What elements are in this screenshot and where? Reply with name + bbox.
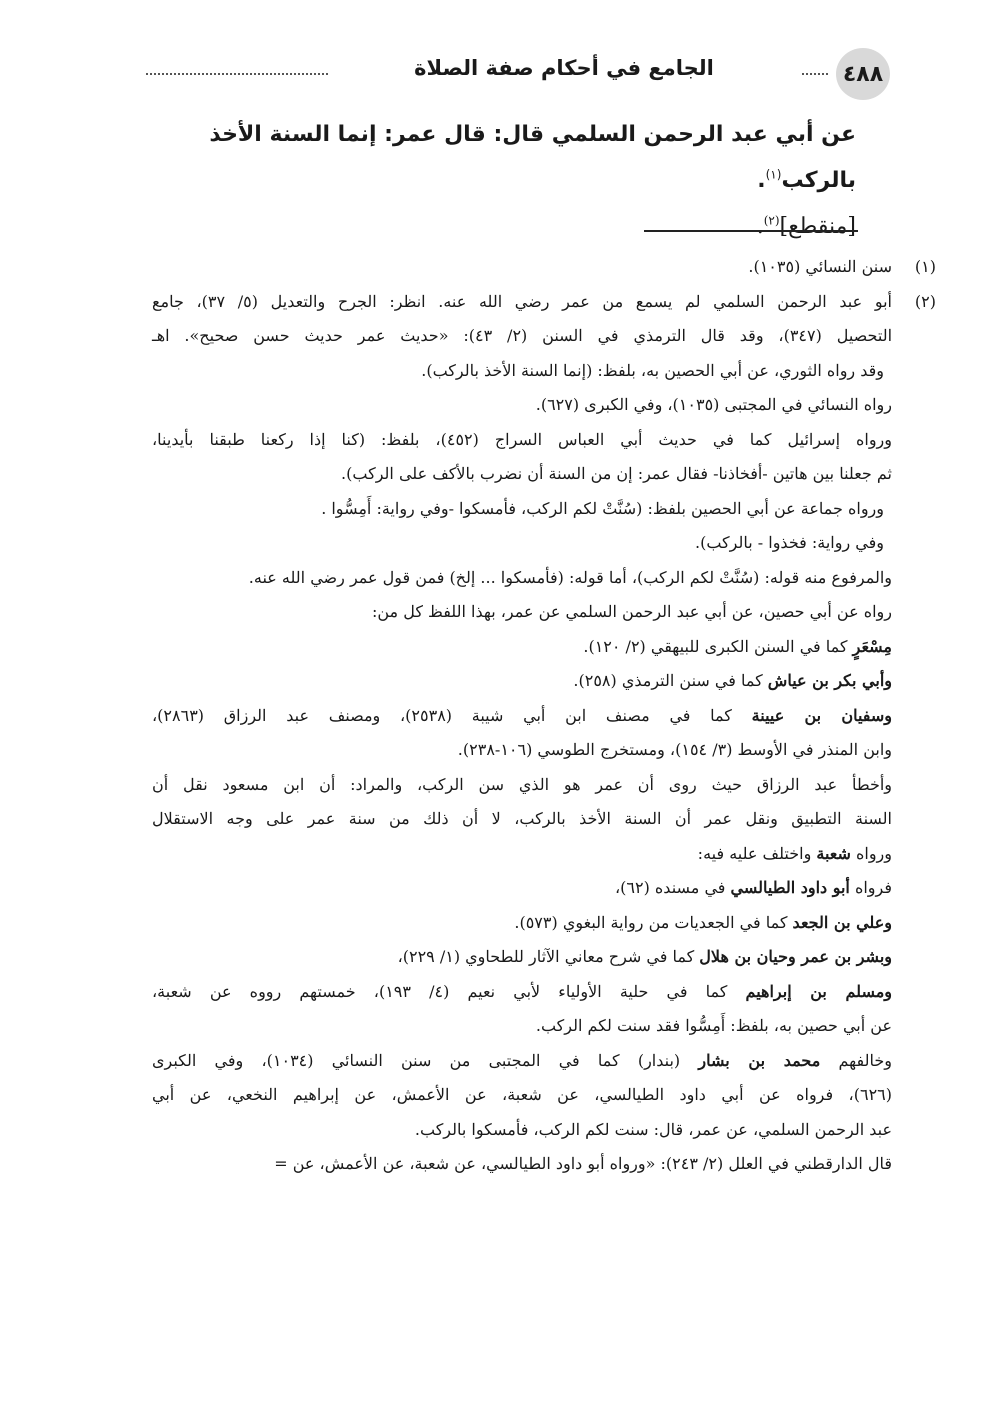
main-line-1-end: . [757, 168, 766, 193]
footnote-line [152, 630, 892, 665]
footnote-line [152, 1147, 892, 1182]
footnote-line [152, 354, 892, 389]
footnote-line [152, 906, 892, 941]
footnote-text: ثم جعلنا بين هاتين -أفخاذنا- فقال عمر: إن من السنة أن نضرب بالأكف على الركب). [341, 464, 892, 483]
narrator-name: مِسْعَرٍ [852, 636, 892, 656]
narrator-name: ومسلم بن إبراهيم [745, 981, 893, 1001]
footnote-text: كما في شرح معاني الآثار للطحاوي (١/ ٢٢٩)، [397, 947, 700, 966]
footnote-text: فرواه [849, 878, 892, 897]
header-dots-left [146, 73, 328, 75]
footnote-line [152, 837, 892, 872]
footnote-text: سنن النسائي (١٠٣٥). [748, 257, 892, 276]
footnote-line [152, 595, 892, 630]
footnote-text: واختلف عليه فيه: [697, 843, 817, 863]
footnote-text: عبد الرحمن السلمي، عن عمر، قال: سنت لكم الركب، فأمسكوا بالركب. [414, 1119, 892, 1139]
footnote-text: أبو عبد الرحمن السلمي لم يسمع من عمر رضي الله عنه. انظر: الجرح والتعديل (٥/ ٣٧)، جامع [152, 291, 893, 311]
narrator-name: شعبة [816, 843, 851, 863]
footnote-number: (٢) [914, 291, 936, 311]
footnote-text: كما في سنن الترمذي (٢٥٨). [573, 671, 768, 690]
footnote-line [152, 492, 892, 527]
main-line-2-end: . [756, 214, 764, 239]
footnote-line [152, 1078, 892, 1113]
footnote-line [152, 526, 892, 561]
footnote-separator [644, 230, 858, 232]
footnote-line [152, 423, 892, 458]
footnote-line [152, 1044, 892, 1079]
footnote-text: وفي رواية: فخذوا - بالركب). [694, 533, 884, 552]
footnote-text: التحصيل (٣٤٧)، وقد قال الترمذي في السنن (٢/ ٤٣): «حديث عمر حديث حسن صحيح». اهـ [152, 326, 893, 345]
footnote-line [152, 871, 892, 906]
footnote-text: (٦٢٦)، فرواه عن أبي داود الطيالسي، عن شعبة، عن الأعمش، عن إبراهيم النخعي، عن أبي [152, 1085, 892, 1104]
narrator-name: أبو داود الطيالسي [730, 878, 850, 897]
footnote-line [152, 699, 892, 734]
footnote-number: (١) [914, 257, 936, 276]
footnote-text: في مسنده (٦٢)، [614, 878, 731, 897]
footnote-text: كما في السنن الكبرى للبيهقي (٢/ ١٢٠). [583, 636, 853, 656]
narrator-name: وعلي بن الجعد [792, 912, 892, 932]
narrator-name: وأبي بكر بن عياش [767, 671, 892, 690]
footnote-text: كما في مصنف ابن أبي شيبة (٢٥٣٨)، ومصنف عبد الرزاق (٢٨٦٣)، [152, 705, 752, 725]
footnote-marker-1[interactable]: (١) [765, 167, 782, 182]
footnote-marker-2[interactable]: (٢) [763, 213, 780, 228]
footnote-line [152, 802, 892, 837]
footnote-line [152, 561, 892, 596]
footnote-line [152, 1009, 892, 1044]
page-number: ٤٨٨ [836, 48, 890, 100]
footnote-text: رواه عن أبي حصين، عن أبي عبد الرحمن السلمي عن عمر، بهذا اللفظ كل من: [371, 602, 892, 621]
footnote-text: كما في الجعديات من رواية البغوي (٥٧٣). [514, 912, 793, 932]
footnote-text: وأخطأ عبد الرزاق حيث روى أن عمر هو الذي سن الركب، والمراد: أن ابن مسعود نقل أن [152, 774, 892, 794]
main-line-2 [156, 204, 856, 250]
footnote-line [152, 285, 936, 320]
footnotes [152, 250, 936, 1182]
footnote-line [152, 733, 892, 768]
footnote-text: وقد رواه الثوري، عن أبي الحصين به، بلفظ: (إنما السنة الأخذ بالركب). [421, 360, 884, 380]
footnote-text: والمرفوع منه قوله: (سُنَّتْ لكم الركب)، أما قوله: (فأمسكوا ... إلخ) فمن قول عمر رضي الله عنه. [248, 567, 892, 587]
footnote-line [152, 940, 892, 975]
footnote-text: وابن المنذر في الأوسط (٣/ ١٥٤)، ومستخرج الطوسي (١٠٦-٢٣٨). [457, 740, 892, 759]
footnote-line [152, 1113, 892, 1148]
footnote-line [152, 664, 892, 699]
footnote-text: قال الدارقطني في العلل (٢/ ٢٤٣): «ورواه أبو داود الطيالسي، عن شعبة، عن الأعمش، عن = [274, 1154, 892, 1173]
footnote-text: رواه النسائي في المجتبى (١٠٣٥)، وفي الكبرى (٦٢٧). [535, 395, 892, 414]
main-line-1-text: عن أبي عبد الرحمن السلمي قال: قال عمر: إنما السنة الأخذ بالركب [209, 122, 856, 193]
narrator-name: وبشر بن عمر وحيان بن هلال [699, 947, 892, 966]
footnote-text: كما في حلية الأولياء لأبي نعيم (٤/ ١٩٣)، خمستهم رووه عن شعبة، [152, 981, 746, 1001]
footnote-line [152, 250, 936, 285]
main-line-1 [156, 112, 856, 204]
footnote-line [152, 388, 892, 423]
footnote-line [152, 319, 892, 354]
footnote-text: (بندار) كما في المجتبى من سنن النسائي (١٠٣٤)، وفي الكبرى [152, 1050, 699, 1070]
footnote-line [152, 768, 892, 803]
running-header [146, 42, 890, 106]
footnote-line [152, 457, 892, 492]
header-dots-right [802, 73, 828, 75]
footnote-text: وخالفهم [820, 1050, 892, 1070]
book-title: الجامع في أحكام صفة الصلاة [414, 56, 714, 80]
footnote-text: ورواه جماعة عن أبي الحصين بلفظ: (سُنَّتْ لكم الركب، فأمسكوا -وفي رواية: أَمِسُّوا . [321, 498, 884, 518]
footnote-text: السنة التطبيق ونقل عمر أن السنة الأخذ بالركب، لا أن ذلك من سنة عمر على وجه الاستقلال [152, 809, 892, 828]
narrator-name: محمد بن بشار [698, 1050, 821, 1070]
footnote-text: ورواه [850, 843, 892, 863]
main-line-2-text: [منقطع] [779, 214, 856, 239]
footnote-line [152, 975, 892, 1010]
narrator-name: وسفيان بن عيينة [751, 705, 893, 725]
footnote-text: عن أبي حصين به، بلفظ: أَمِسُّوا فقد سنت لكم الركب. [535, 1016, 892, 1035]
footnote-text: ورواه إسرائيل كما في حديث أبي العباس السراج (٤٥٢)، بلفظ: (كنا إذا ركعنا طبقنا بأيدينا، [152, 429, 893, 449]
